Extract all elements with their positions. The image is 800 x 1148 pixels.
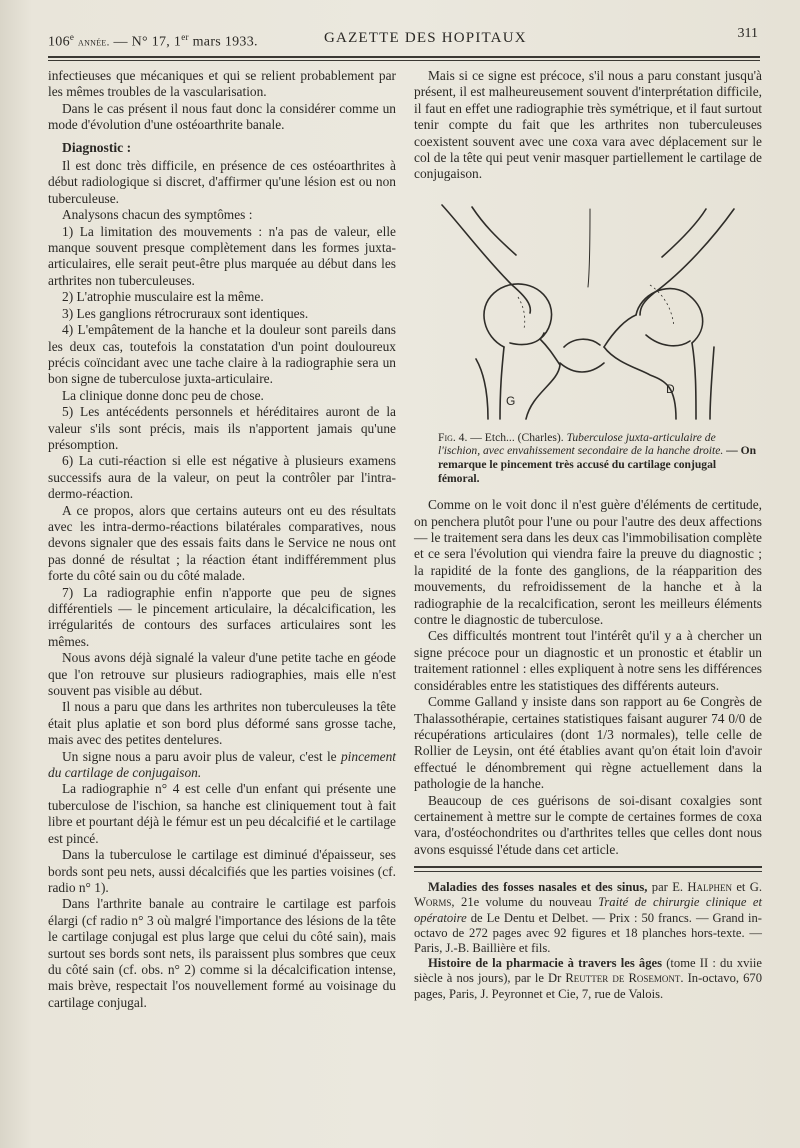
book-series: Traité de chirurgie clinique et opératoire [414,895,762,925]
label-d: D [666,381,675,396]
issue-date: mars 1933. [192,34,258,50]
section-heading: Diagnostic : [62,139,132,155]
femur-shaft [500,347,504,419]
pelvis-line [442,205,530,313]
journal-title: GAZETTE DES HOPITAUX [324,30,527,46]
thigh-outline [476,359,488,419]
paragraph: infectieuses que mécaniques et qui se relient probablement par les mêmes troubles de la vascularisation. [48,68,396,100]
text-span: . In-octavo, 670 pages, Paris, J. Peyronnet et Cie, 7, rue de Valois. [414,971,762,1001]
caption-label: Fig. 4. [438,430,468,444]
issue-number: 106 [48,34,70,50]
text-span: et G. [732,880,762,895]
book-title: Histoire de la pharmacie à travers les âges [428,956,663,971]
book-notice [414,956,762,1002]
femur-growth-plate [646,335,690,346]
text-span: Un signe nous a paru avoir plus de valeur, c'est le [62,748,337,764]
femur-shaft [526,339,560,419]
header-rule [48,56,760,58]
paragraph: Beaucoup de ces guérisons de soi-disant coxalgies sont certainement à mettre sur le compte de certaines formes de coxa vara, d'ostéochondrites ou d'arthrites telles que celles dont nous avons esquissé l'étude dans cet article. [414,792,762,857]
issue-info [48,32,258,51]
book-author: Worms [414,895,452,910]
caption-bold: — On remarque le pincement très accusé du cartilage conjugal fémoral. [438,444,757,485]
lesion-dots [518,297,525,329]
paragraph: Ces difficultés montrent tout l'intérêt qu'il y a à chercher un signe précoce pour un diagnostic et un pronostic et établir un traitement rationnel : elles expliquent à notre sens les différences considérables entre les statistiques des différents auteurs. [414,628,762,693]
running-header [48,24,760,54]
paragraph: Dans la tuberculose le cartilage est diminué d'épaisseur, ses bords sont peu nets, aussi décalcifiés que les parties voisines (cf. radio n° 1). [48,847,396,895]
paragraph: 4) L'empâtement de la hanche et la douleur sont pareils dans les deux cas, toutefois la constatation d'un point douloureux précis coïncidant avec une tache claire à la radiographie sera un bon signe de tuberculose juxta-articulaire. [48,322,396,387]
paragraph: A ce propos, alors que certains auteurs ont eu des résultats avec les intra-dermo-réactions bilatérales comparatives, nous devons signaler que des essais faits dans le Service ne nous ont pas donné de résultat ; la réaction étant indifféremment plus forte du côté sain ou du côté malade. [48,502,396,584]
paragraph: La clinique donne donc peu de chose. [62,387,264,403]
paragraph: Mais si ce signe est précoce, s'il nous a paru constant jusqu'à présent, il est malheureusement souvent d'interprétation difficile, il faut en effet une radiographie très symétrique, et il faut surtout tenir compte du fait que les arthrites non tuberculeuses coexistent souvent avec une coxa vara avec déplacement sur le col de la tête qui peut venir masquer partiellement le cartilage de conjugaison. [414,68,762,182]
paragraph: Comme on le voit donc il n'est guère d'éléments de certitude, on penchera plutôt pour l'une ou pour l'autre des deux affections — le traitement sera dans les deux cas l'immobilisation complète et ce sera l'évolution qui viendra faire la preuve du diagnostic ; la rapidité de la fonte des ganglions, de la réapparition des mouvements, du refroidissement de la hanche et à la radiographie de la recalcification, seront les meilleurs éléments contre le diagnostic de tuberculose. [414,497,762,628]
paragraph: Analysons chacun des symptômes : [62,207,253,223]
italic-span: pincement du cartilage de conjugaison. [48,748,396,781]
text-span: , 21e volume du nouveau [451,895,599,910]
figure-caption [438,431,760,485]
issue-word: année. [78,36,110,49]
paragraph: Dans le cas présent il nous faut donc la considérer comme un mode d'évolution d'une ostéoarthrite banale. [48,100,396,133]
paragraph: Nous avons déjà signalé la valeur d'une petite tache en géode que l'on retrouve sur plusieurs radiographies, mais elle n'est souvent pas visible au début. [48,650,396,699]
midline [588,209,590,287]
paragraph: Il est donc très difficile, en présence de ces ostéoarthrites à début radiologique si discret, d'affirmer qu'une lésion est ou non tuberculeuse. [48,158,396,206]
hip-radiograph-sketch [414,197,762,427]
paragraph: 7) La radiographie enfin n'apporte que peu de signes différentiels — le pincement articulaire, la décalcification, les irrégularités de contours des surfaces articulaires sont les mêmes. [48,584,396,649]
book-title: Maladies des fosses nasales et des sinus, [428,880,648,895]
book-author: Reutter de Rosemont [565,971,681,986]
text-span: de Le Dentu et Delbet. — Prix : 50 francs. — Grand in-octavo de 272 pages avec 92 figures et 18 planches hors-texte. — Paris, J.-B. Baillière et fils. [414,910,762,955]
book-author: Halphen [687,880,732,895]
femur-growth-plate [510,333,544,345]
book-notice [414,880,762,956]
right-column [414,68,762,1002]
section-separator [414,866,762,872]
paragraph: Comme Galland y insiste dans son rapport au 6e Congrès de Thalassothérapie, certaines statistiques faisant augurer 74 0/0 de récupérations articulaires (dont 1/3 normales), telle celle de Rollier de Leysin, ont été établies avant qu'on était loin d'avoir effectué le dénombrement qui règne actuellement dans la pathologie de la hanche. [414,694,762,792]
number-sup: er [181,32,189,42]
thigh-outline [710,347,714,419]
femur-neck [604,315,636,347]
paragraph [48,749,396,782]
ischium-outline [564,339,600,347]
issue-issue-number: — N° 17, 1 [113,34,182,50]
caption-italic: Tuberculose juxta-articulaire de l'ischion, avec envahissement secondaire de la hanche droite. [438,430,724,458]
paragraph: La radiographie n° 4 est celle d'un enfant qui présente une tuberculose de l'ischion, sa hanche est cliniquement tout à fait libre et pourtant déjà le fémur est un peu décalcifié et le cartilage est pincé. [48,781,396,846]
lesion-dots [650,285,674,327]
pelvis-line [662,209,706,257]
paragraph: 1) La limitation des mouvements : n'a pas de valeur, elle manque souvent presque complètement dans les formes juxta-articulaires, elle serait peut-être plus marquée au début dans les arthrites non tuberculeuses. [48,223,396,288]
ischium-outline [560,363,604,372]
paragraph: 6) La cuti-réaction si elle est négative à plusieurs examens successifs aura de la valeur, on peut la contrôler par l'intra-dermo-réaction. [48,453,396,502]
header-rule-thin [48,60,760,61]
paragraph: Il nous a paru que dans les arthrites non tuberculeuses la tête était plus aplatie et son bord plus déformé sans grosse tache, mais avec des petites dentelures. [48,699,396,748]
label-g: G [506,393,516,408]
paragraph: 3) Les ganglions rétrocruraux sont identiques. [62,305,309,321]
paragraph: 5) Les antécédents personnels et héréditaires auront de la valeur s'ils sont précis, mais ils n'apportent jamais qu'une présomption. [48,404,396,452]
femur-shaft [692,343,696,419]
paragraph: 2) L'atrophie musculaire est la même. [62,289,264,305]
text-span: (tome II : du xviie siècle à nos jours), par le Dr [414,956,762,986]
caption-text: — Etch... (Charles). [467,430,567,444]
issue-sup: e [69,32,75,42]
pelvis-line [640,209,734,315]
page-number: 311 [737,26,758,41]
paragraph: Dans l'arthrite banale au contraire le cartilage est parfois élargi (cf radio n° 3 où malgré l'importance des lésions de la tête le cartilage conjugal est plus large que celui du côté sain), mais surtout ses bords sont nets, ils paraissent plus sombres que ceux du côté sain (cf. obs. n° 2) comme si la décalcification intense, mais brève, respectait l'os nouvellement formé au voisinage du cartilage conjugal. [48,896,396,1010]
left-column [48,68,396,1011]
text-span: par E. [647,880,688,895]
figure-hip-drawing [414,197,762,427]
